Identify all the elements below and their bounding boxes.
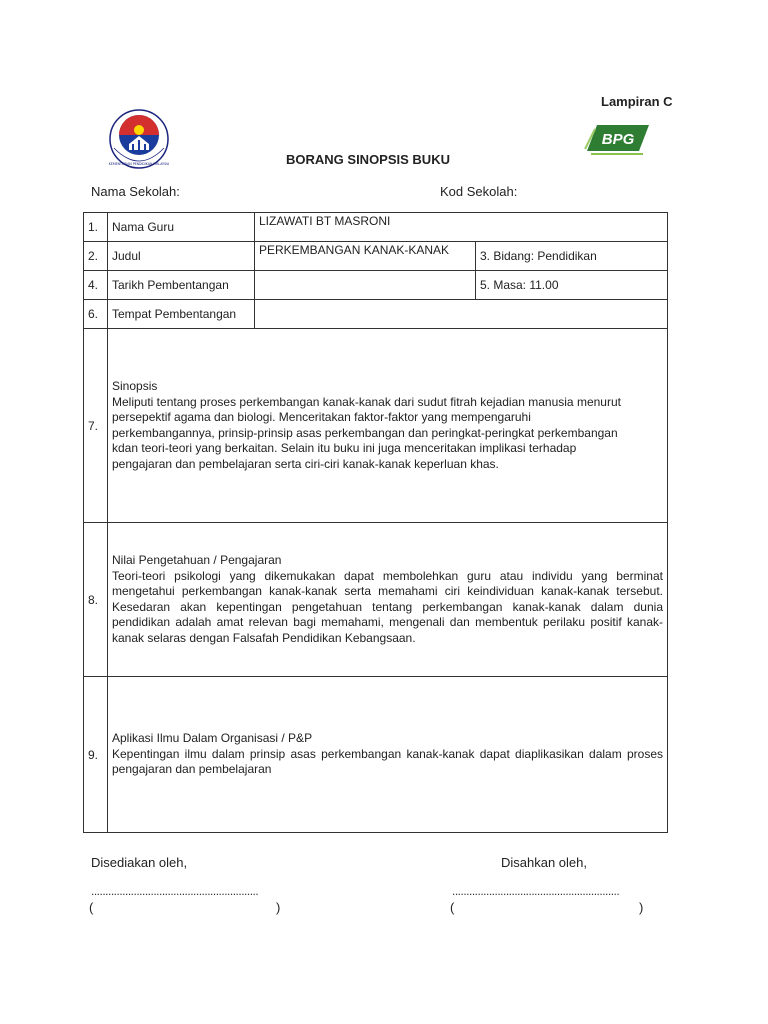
- prepared-by-paren-open: (: [89, 900, 94, 915]
- field-nama-guru[interactable]: LIZAWATI BT MASRONI: [255, 213, 668, 242]
- label-aplikasi: Aplikasi Ilmu Dalam Organisasi / P&P: [112, 731, 313, 746]
- field-tempat[interactable]: [255, 300, 668, 329]
- prepared-by-label: Disediakan oleh,: [91, 855, 188, 870]
- row-nilai: [84, 523, 668, 677]
- row-judul: [84, 242, 668, 271]
- prepared-by-paren-close: ): [276, 900, 281, 915]
- label-tarikh: Tarikh Pembentangan: [108, 271, 255, 300]
- nama-sekolah-label: Nama Sekolah:: [91, 184, 180, 199]
- row-number: 4.: [84, 271, 108, 300]
- field-tarikh[interactable]: [255, 271, 476, 300]
- sinopsis-line: pengajaran dan pembelajaran serta ciri-ciri kanak-kanak keperluan khas.: [112, 456, 499, 471]
- field-sinopsis[interactable]: [108, 329, 668, 523]
- approved-by-signature-line: ...........................................................: [452, 884, 620, 898]
- prepared-by-signature-line: ...........................................................: [91, 884, 259, 898]
- row-nama-guru: [84, 213, 668, 242]
- lampiran-label: Lampiran C: [601, 94, 673, 109]
- row-tempat: [84, 300, 668, 329]
- approved-by-paren-close: ): [639, 900, 644, 915]
- label-nilai: Nilai Pengetahuan / Pengajaran: [112, 553, 282, 567]
- label-nama-guru: Nama Guru: [108, 213, 255, 242]
- approved-by-paren-open: (: [450, 900, 455, 915]
- field-masa[interactable]: 5. Masa: 11.00: [476, 271, 668, 300]
- bpg-logo-text: BPG: [601, 131, 635, 148]
- row-aplikasi: [84, 677, 668, 833]
- label-tempat: Tempat Pembentangan: [108, 300, 255, 329]
- form-title: BORANG SINOPSIS BUKU: [286, 152, 450, 167]
- approved-by-label: Disahkan oleh,: [501, 855, 587, 870]
- nilai-text: Teori-teori psikologi yang dikemukakan dapat membolehkan guru atau individu yang berminat mengetahui perkembangan kanak-kanak serta memahami ciri keindividuan kanak-kanak tersebut. Kesedaran akan kepentingan pengetahuan tentang perkembangan kanak-kanak dalam dunia pendidikan adalah amat relevan bagi memahami, mengenali dan membentuk perilaku positif kanak-kanak selaras dengan Falsafah Pendidikan Kebangsaan.: [112, 568, 663, 645]
- row-tarikh: [84, 271, 668, 300]
- sinopsis-line: persepektif agama dan biologi. Menceritakan faktor-faktor yang mempengaruhi: [112, 410, 531, 424]
- row-number: 7.: [84, 329, 108, 523]
- row-sinopsis: [84, 329, 668, 523]
- field-nilai[interactable]: [108, 523, 668, 677]
- row-number: 8.: [84, 523, 108, 677]
- row-number: 6.: [84, 300, 108, 329]
- aplikasi-text: Kepentingan ilmu dalam prinsip asas perkembangan kanak-kanak dapat diaplikasikan dalam proses pengajaran dan pembelajaran: [112, 746, 663, 777]
- sinopsis-line: kdan teori-teori yang berkaitan. Selain itu buku ini juga menceritakan implikasi terhadap: [112, 441, 577, 455]
- sinopsis-line: perkembangannya, prinsip-prinsip asas perkembangan dan peringkat-peringkat perkembangan: [112, 425, 618, 440]
- label-judul: Judul: [108, 242, 255, 271]
- sinopsis-line: Meliputi tentang proses perkembangan kanak-kanak dari sudut fitrah kejadian manusia menurut: [112, 394, 621, 409]
- row-number: 9.: [84, 677, 108, 833]
- field-bidang[interactable]: 3. Bidang: Pendidikan: [476, 242, 668, 271]
- label-sinopsis: Sinopsis: [112, 379, 158, 393]
- synopsis-form-table: [83, 212, 668, 833]
- field-judul[interactable]: PERKEMBANGAN KANAK-KANAK: [255, 242, 476, 271]
- row-number: 2.: [84, 242, 108, 271]
- row-number: 1.: [84, 213, 108, 242]
- field-aplikasi[interactable]: [108, 677, 668, 833]
- kpm-logo-text: KEMENTERIAN PENDIDIKAN MALAYSIA: [108, 162, 170, 166]
- kod-sekolah-label: Kod Sekolah:: [440, 184, 518, 199]
